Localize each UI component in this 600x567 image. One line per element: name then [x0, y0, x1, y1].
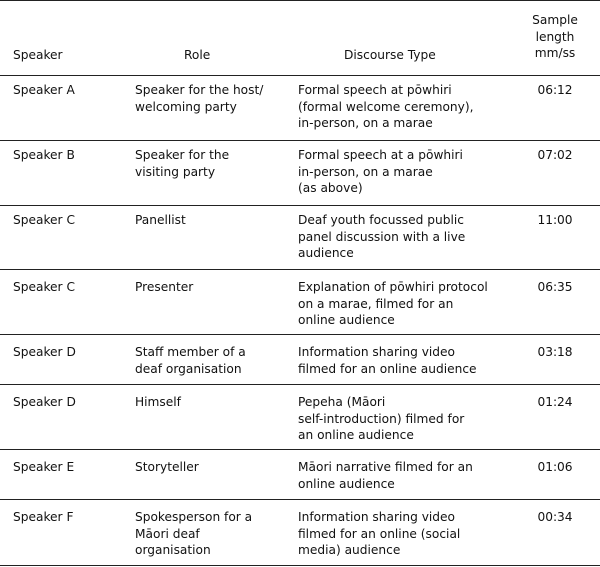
role-line: Speaker for the host/ — [135, 83, 264, 97]
discourse-line: filmed for an online (social — [298, 526, 461, 541]
cell-discourse-type — [298, 509, 460, 559]
role-line: deaf organisation — [135, 361, 242, 376]
header-sample-line: mm/ss — [534, 46, 576, 61]
cell-sample-length: 06:12 — [537, 83, 573, 97]
cell-sample-length: 01:06 — [537, 460, 573, 474]
role-line: Spokesperson for a — [135, 510, 253, 524]
row-divider — [0, 269, 600, 270]
cell-sample-length: 06:35 — [537, 280, 573, 294]
discourse-line: Explanation of pōwhiri protocol — [298, 280, 488, 294]
role-line: Himself — [135, 395, 181, 409]
discourse-line: in-person, on a marae — [298, 116, 433, 131]
cell-role — [135, 394, 181, 411]
discourse-line: Formal speech at pōwhiri — [298, 83, 452, 97]
cell-speaker: Speaker C — [13, 213, 75, 227]
row-divider — [0, 499, 600, 500]
discourse-line: (as above) — [298, 181, 363, 196]
discourse-line: audience — [298, 246, 354, 261]
cell-speaker: Speaker A — [13, 83, 75, 97]
role-line: visiting party — [135, 164, 216, 179]
cell-discourse-type — [298, 279, 488, 329]
row-divider — [0, 140, 600, 141]
cell-role — [135, 459, 199, 476]
cell-discourse-type — [298, 82, 474, 132]
role-line: welcoming party — [135, 99, 237, 114]
header-role: Role — [184, 48, 211, 62]
discourse-line: Information sharing video — [298, 510, 455, 524]
row-divider — [0, 205, 600, 206]
discourse-line: online audience — [298, 313, 395, 328]
role-line: Speaker for the — [135, 148, 230, 162]
cell-speaker: Speaker C — [13, 280, 75, 294]
role-line: Storyteller — [135, 460, 199, 474]
role-line: Presenter — [135, 280, 194, 294]
cell-sample-length: 01:24 — [537, 395, 573, 409]
cell-sample-length: 03:18 — [537, 345, 573, 359]
cell-sample-length: 11:00 — [537, 213, 573, 227]
role-line: Staff member of a — [135, 345, 246, 359]
cell-role — [135, 212, 186, 229]
discourse-line: Information sharing video — [298, 345, 455, 359]
cell-discourse-type — [298, 394, 464, 444]
role-line: Māori deaf — [135, 526, 200, 541]
cell-role — [135, 147, 229, 180]
header-sample-length — [525, 12, 585, 62]
discourse-line: Deaf youth focussed public — [298, 213, 464, 227]
discourse-line: panel discussion with a live — [298, 229, 466, 244]
header-sample-line: length — [535, 29, 575, 44]
discourse-line: Formal speech at a pōwhiri — [298, 148, 463, 162]
cell-role — [135, 509, 252, 559]
discourse-line: media) audience — [298, 543, 401, 558]
discourse-line: Māori narrative filmed for an — [298, 460, 473, 474]
cell-speaker: Speaker B — [13, 148, 75, 162]
cell-discourse-type — [298, 459, 473, 492]
discourse-line: in-person, on a marae — [298, 164, 433, 179]
cell-discourse-type — [298, 147, 463, 197]
cell-speaker: Speaker D — [13, 345, 76, 359]
cell-speaker: Speaker F — [13, 510, 74, 524]
discourse-line: self-introduction) filmed for — [298, 411, 465, 426]
row-divider — [0, 384, 600, 385]
discourse-line: online audience — [298, 476, 395, 491]
cell-speaker: Speaker E — [13, 460, 75, 474]
cell-sample-length: 00:34 — [537, 510, 573, 524]
cell-role — [135, 82, 263, 115]
cell-sample-length: 07:02 — [537, 148, 573, 162]
role-line: Panellist — [135, 213, 186, 227]
row-divider — [0, 334, 600, 335]
role-line: organisation — [135, 543, 211, 558]
cell-discourse-type — [298, 212, 465, 262]
cell-discourse-type — [298, 344, 477, 377]
header-speaker: Speaker — [13, 48, 63, 62]
header-rule — [0, 75, 600, 76]
row-divider — [0, 449, 600, 450]
discourse-line: filmed for an online audience — [298, 361, 477, 376]
cell-role — [135, 344, 246, 377]
discourse-line: Pepeha (Māori — [298, 395, 386, 409]
cell-role — [135, 279, 193, 296]
table-bottom-rule — [0, 565, 600, 566]
discourse-line: on a marae, filmed for an — [298, 296, 454, 311]
cell-speaker: Speaker D — [13, 395, 76, 409]
discourse-line: (formal welcome ceremony), — [298, 99, 474, 114]
discourse-line: an online audience — [298, 428, 414, 443]
table-top-rule — [0, 0, 600, 1]
header-discourse-type: Discourse Type — [344, 48, 436, 62]
header-sample-line: Sample — [532, 13, 578, 27]
